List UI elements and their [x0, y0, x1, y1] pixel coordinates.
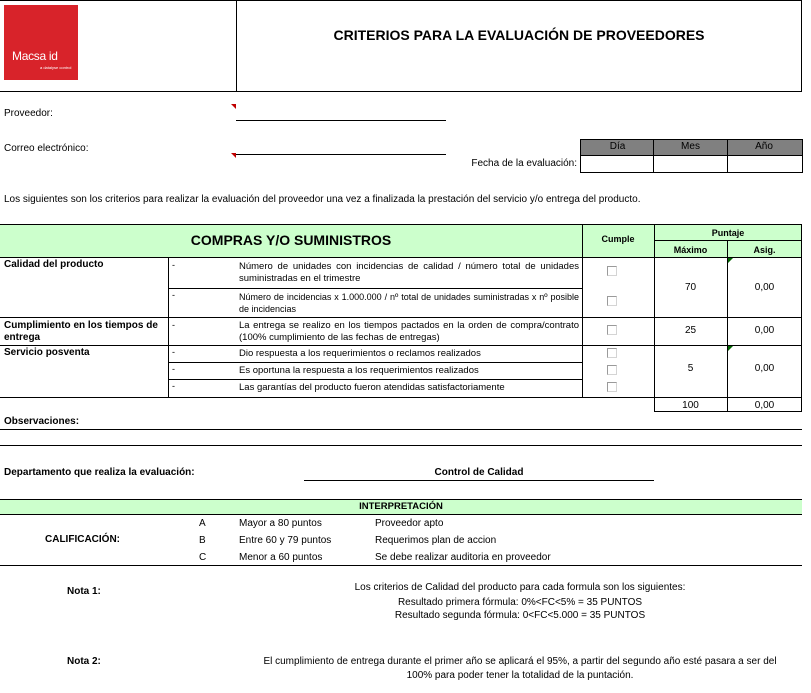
puntaje-header: Puntaje [711, 228, 745, 238]
date-header-day: Día [609, 141, 626, 152]
criterion-aftersales-2: Es oportuna la respuesta a los requerimientos realizados [239, 365, 479, 376]
category-delivery: Cumplimiento en los tiempos de entrega [4, 320, 158, 343]
header [0, 0, 802, 92]
total-max: 100 [682, 400, 699, 411]
grade-meaning: Proveedor apto [375, 518, 444, 529]
max-delivery: 25 [684, 325, 697, 336]
logo-subtext: a datalyse control [40, 65, 72, 70]
date-label: Fecha de la evaluación: [471, 158, 577, 169]
intro-text: Los siguientes son los criterios para realizar la evaluación del proveedor una vez a finalizada la prestación del servicio y/o entrega del producto. [4, 194, 641, 205]
cumple-header: Cumple [601, 234, 635, 244]
asig-quality: 0,00 [754, 282, 775, 293]
date-header-month: Mes [681, 141, 700, 152]
grade-meaning: Se debe realizar auditoria en proveedor [375, 552, 551, 563]
email-label: Correo electrónico: [4, 143, 89, 154]
note-1-line-3: Resultado segunda fórmula: 0<FC<5.000 = 35 PUNTOS [394, 610, 646, 621]
note-2-line-1: El cumplimiento de entrega durante el primer año se aplicará el 95%, a partir del segundo año esté pasara a ser del [263, 656, 777, 667]
asig-aftersales: 0,00 [754, 363, 775, 374]
note-2-line-2: 100% para poder tener la totalidad de la puntación. [406, 670, 634, 681]
checkbox-delivery-1[interactable] [607, 325, 617, 335]
date-header-year: Año [755, 141, 773, 152]
observations-label: Observaciones: [4, 416, 80, 427]
table-title: COMPRAS Y/O SUMINISTROS [190, 232, 392, 248]
bullet: - [172, 260, 175, 270]
category-quality: Calidad del producto [4, 259, 104, 270]
supplier-field[interactable] [236, 120, 446, 121]
total-asig: 0,00 [754, 400, 775, 411]
grade-letter: C [199, 552, 207, 563]
criterion-aftersales-1: Dio respuesta a los requerimientos o reclamos realizados [239, 348, 481, 359]
department-label: Departamento que realiza la evaluación: [4, 467, 195, 478]
checkbox-aftersales-3[interactable] [607, 382, 617, 392]
maximo-header: Máximo [673, 245, 708, 255]
note-1-label: Nota 1: [67, 586, 101, 597]
bullet: - [172, 290, 175, 300]
criterion-aftersales-3: Las garantías del producto fueron atendidas satisfactoriamente [239, 382, 505, 393]
checkbox-quality-1[interactable] [607, 266, 617, 276]
criterion-delivery-1: La entrega se realizo en los tiempos pactados en la orden de compra/contrato (100% cumplimiento de las fechas de entregas) [239, 320, 579, 343]
observations-field[interactable] [0, 430, 802, 445]
asig-delivery: 0,00 [754, 325, 775, 336]
category-aftersales: Servicio posventa [4, 347, 90, 358]
grade-range: Entre 60 y 79 puntos [239, 535, 332, 546]
grade-meaning: Requerimos plan de accion [375, 535, 497, 546]
checkbox-aftersales-2[interactable] [607, 365, 617, 375]
email-field[interactable] [236, 154, 446, 155]
department-value: Control de Calidad [434, 467, 524, 478]
grade-letter: B [199, 535, 206, 546]
bullet: - [172, 347, 175, 357]
max-quality: 70 [684, 282, 697, 293]
criterion-quality-2: Número de incidencias x 1.000.000 / nº total de unidades suministradas x nº posible de incidencias [239, 292, 579, 314]
note-2-label: Nota 2: [67, 656, 101, 667]
criterion-quality-1: Número de unidades con incidencias de calidad / número total de unidades suministradas en el trimestre [239, 261, 579, 284]
grade-letter: A [199, 518, 206, 529]
calificacion-label: CALIFICACIÓN: [45, 534, 120, 545]
bullet: - [172, 381, 175, 391]
date-input-row[interactable] [580, 155, 803, 173]
grade-range: Menor a 60 puntos [239, 552, 323, 563]
logo [4, 5, 78, 80]
bullet: - [172, 320, 175, 330]
bullet: - [172, 364, 175, 374]
note-1-line-1: Los criterios de Calidad del producto para cada formula son los siguientes: [354, 582, 686, 593]
grade-range: Mayor a 80 puntos [239, 518, 322, 529]
note-1-line-2: Resultado primera fórmula: 0%<FC<5% = 35 PUNTOS [397, 597, 643, 608]
checkbox-quality-2[interactable] [607, 296, 617, 306]
asig-header: Asig. [753, 245, 776, 255]
logo-text: Macsa id [12, 49, 58, 63]
max-aftersales: 5 [687, 363, 694, 374]
interpretation-title: INTERPRETACIÓN [359, 501, 443, 512]
checkbox-aftersales-1[interactable] [607, 348, 617, 358]
supplier-label: Proveedor: [4, 108, 53, 119]
page-title: CRITERIOS PARA LA EVALUACIÓN DE PROVEEDORES [333, 27, 705, 43]
